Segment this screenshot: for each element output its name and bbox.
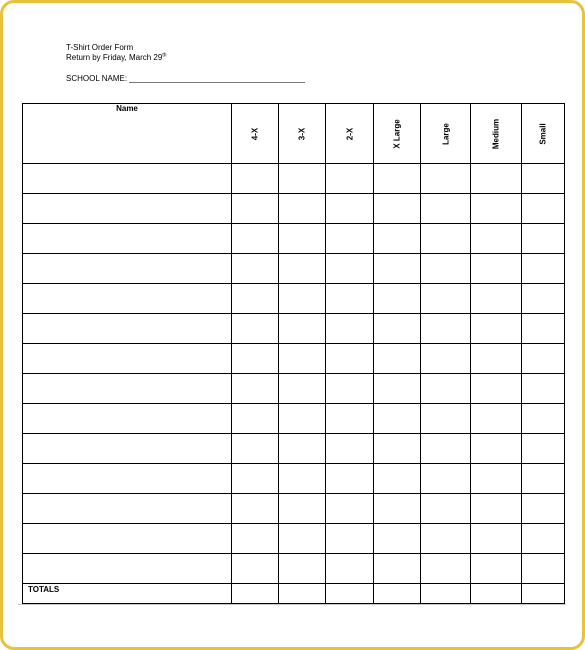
quantity-cell[interactable] xyxy=(471,554,522,584)
total-cell[interactable] xyxy=(326,584,374,604)
quantity-cell[interactable] xyxy=(326,314,374,344)
quantity-cell[interactable] xyxy=(279,464,326,494)
quantity-cell[interactable] xyxy=(232,404,279,434)
name-cell[interactable] xyxy=(23,494,232,524)
table-row xyxy=(23,434,565,464)
quantity-cell[interactable] xyxy=(326,284,374,314)
quantity-cell[interactable] xyxy=(374,164,421,194)
total-cell[interactable] xyxy=(421,584,471,604)
table-row xyxy=(23,374,565,404)
quantity-cell[interactable] xyxy=(421,404,471,434)
total-cell[interactable] xyxy=(374,584,421,604)
quantity-cell[interactable] xyxy=(374,314,421,344)
size-header xyxy=(374,104,421,164)
quantity-cell[interactable] xyxy=(522,344,565,374)
quantity-cell[interactable] xyxy=(374,194,421,224)
table-row xyxy=(23,194,565,224)
quantity-cell[interactable] xyxy=(232,494,279,524)
quantity-cell[interactable] xyxy=(522,164,565,194)
quantity-cell[interactable] xyxy=(279,404,326,434)
quantity-cell[interactable] xyxy=(522,374,565,404)
table-row xyxy=(23,464,565,494)
table-row xyxy=(23,404,565,434)
quantity-cell[interactable] xyxy=(522,194,565,224)
form-title: T-Shirt Order Form xyxy=(66,43,134,52)
size-header xyxy=(279,104,326,164)
name-cell[interactable] xyxy=(23,344,232,374)
return-text: Return by Friday, March 29 xyxy=(66,53,163,62)
quantity-cell[interactable] xyxy=(471,194,522,224)
quantity-cell[interactable] xyxy=(326,194,374,224)
quantity-cell[interactable] xyxy=(471,164,522,194)
table-row xyxy=(23,344,565,374)
quantity-cell[interactable] xyxy=(522,494,565,524)
quantity-cell[interactable] xyxy=(471,284,522,314)
school-name-label: SCHOOL NAME: xyxy=(66,74,128,83)
quantity-cell[interactable] xyxy=(279,344,326,374)
size-header xyxy=(471,104,522,164)
header-row xyxy=(23,104,565,164)
quantity-cell[interactable] xyxy=(232,164,279,194)
quantity-cell[interactable] xyxy=(374,224,421,254)
table-row xyxy=(23,554,565,584)
return-sup: th xyxy=(162,52,167,59)
quantity-cell[interactable] xyxy=(522,434,565,464)
quantity-cell[interactable] xyxy=(421,254,471,284)
quantity-cell[interactable] xyxy=(326,374,374,404)
return-date xyxy=(66,53,167,63)
quantity-cell[interactable] xyxy=(279,194,326,224)
quantity-cell[interactable] xyxy=(279,434,326,464)
quantity-cell[interactable] xyxy=(421,494,471,524)
quantity-cell[interactable] xyxy=(471,494,522,524)
name-cell[interactable] xyxy=(23,464,232,494)
name-cell[interactable] xyxy=(23,524,232,554)
table-row xyxy=(23,224,565,254)
quantity-cell[interactable] xyxy=(279,524,326,554)
size-large-label: Large xyxy=(441,122,450,145)
quantity-cell[interactable] xyxy=(374,434,421,464)
total-cell[interactable] xyxy=(471,584,522,604)
total-cell[interactable] xyxy=(232,584,279,604)
quantity-cell[interactable] xyxy=(471,524,522,554)
quantity-cell[interactable] xyxy=(326,224,374,254)
size-header xyxy=(232,104,279,164)
quantity-cell[interactable] xyxy=(471,344,522,374)
quantity-cell[interactable] xyxy=(421,314,471,344)
size-header xyxy=(522,104,565,164)
size-4x-label: 4-X xyxy=(250,127,260,140)
quantity-cell[interactable] xyxy=(326,554,374,584)
table-row xyxy=(23,524,565,554)
quantity-cell[interactable] xyxy=(421,284,471,314)
quantity-cell[interactable] xyxy=(374,254,421,284)
table-row xyxy=(23,254,565,284)
quantity-cell[interactable] xyxy=(279,374,326,404)
quantity-cell[interactable] xyxy=(326,464,374,494)
totals-row xyxy=(23,584,565,604)
quantity-cell[interactable] xyxy=(232,524,279,554)
quantity-cell[interactable] xyxy=(421,464,471,494)
quantity-cell[interactable] xyxy=(522,404,565,434)
name-cell[interactable] xyxy=(23,164,232,194)
quantity-cell[interactable] xyxy=(374,374,421,404)
quantity-cell[interactable] xyxy=(232,194,279,224)
quantity-cell[interactable] xyxy=(421,224,471,254)
quantity-cell[interactable] xyxy=(374,494,421,524)
name-cell[interactable] xyxy=(23,404,232,434)
quantity-cell[interactable] xyxy=(279,554,326,584)
table-row xyxy=(23,314,565,344)
size-2x-label: 2-X xyxy=(345,127,354,140)
quantity-cell[interactable] xyxy=(232,464,279,494)
quantity-cell[interactable] xyxy=(279,224,326,254)
name-header: Name xyxy=(23,104,232,164)
quantity-cell[interactable] xyxy=(522,554,565,584)
quantity-cell[interactable] xyxy=(374,284,421,314)
quantity-cell[interactable] xyxy=(232,284,279,314)
quantity-cell[interactable] xyxy=(522,284,565,314)
quantity-cell[interactable] xyxy=(471,434,522,464)
school-name-line[interactable] xyxy=(129,74,305,83)
name-cell[interactable] xyxy=(23,374,232,404)
quantity-cell[interactable] xyxy=(326,434,374,464)
quantity-cell[interactable] xyxy=(522,224,565,254)
quantity-cell[interactable] xyxy=(471,224,522,254)
quantity-cell[interactable] xyxy=(232,374,279,404)
size-header xyxy=(326,104,374,164)
quantity-cell[interactable] xyxy=(326,164,374,194)
quantity-cell[interactable] xyxy=(421,374,471,404)
quantity-cell[interactable] xyxy=(232,344,279,374)
quantity-cell[interactable] xyxy=(232,314,279,344)
order-table xyxy=(22,103,565,604)
quantity-cell[interactable] xyxy=(374,344,421,374)
quantity-cell[interactable] xyxy=(522,314,565,344)
quantity-cell[interactable] xyxy=(522,524,565,554)
table-row xyxy=(23,494,565,524)
total-cell[interactable] xyxy=(279,584,326,604)
quantity-cell[interactable] xyxy=(326,344,374,374)
quantity-cell[interactable] xyxy=(374,464,421,494)
size-small-label: Small xyxy=(538,122,548,145)
quantity-cell[interactable] xyxy=(421,344,471,374)
size-xlarge-label: X Large xyxy=(392,118,402,149)
totals-label: TOTALS xyxy=(23,584,232,604)
quantity-cell[interactable] xyxy=(326,254,374,284)
quantity-cell[interactable] xyxy=(421,164,471,194)
quantity-cell[interactable] xyxy=(374,524,421,554)
quantity-cell[interactable] xyxy=(279,164,326,194)
quantity-cell[interactable] xyxy=(232,554,279,584)
table-row xyxy=(23,284,565,314)
name-cell[interactable] xyxy=(23,284,232,314)
quantity-cell[interactable] xyxy=(471,314,522,344)
name-cell[interactable] xyxy=(23,314,232,344)
quantity-cell[interactable] xyxy=(232,434,279,464)
quantity-cell[interactable] xyxy=(421,434,471,464)
quantity-cell[interactable] xyxy=(471,254,522,284)
quantity-cell[interactable] xyxy=(522,254,565,284)
quantity-cell[interactable] xyxy=(421,524,471,554)
quantity-cell[interactable] xyxy=(326,494,374,524)
quantity-cell[interactable] xyxy=(471,464,522,494)
name-cell[interactable] xyxy=(23,254,232,284)
quantity-cell[interactable] xyxy=(471,374,522,404)
quantity-cell[interactable] xyxy=(522,464,565,494)
quantity-cell[interactable] xyxy=(232,254,279,284)
quantity-cell[interactable] xyxy=(279,494,326,524)
quantity-cell[interactable] xyxy=(326,404,374,434)
quantity-cell[interactable] xyxy=(279,284,326,314)
name-cell[interactable] xyxy=(23,224,232,254)
table-row xyxy=(23,164,565,194)
name-cell[interactable] xyxy=(23,194,232,224)
size-header xyxy=(421,104,471,164)
name-cell[interactable] xyxy=(23,434,232,464)
form-header xyxy=(66,43,167,63)
size-3x-label: 3-X xyxy=(297,127,307,140)
name-cell[interactable] xyxy=(23,554,232,584)
quantity-cell[interactable] xyxy=(326,524,374,554)
quantity-cell[interactable] xyxy=(232,224,279,254)
quantity-cell[interactable] xyxy=(421,194,471,224)
quantity-cell[interactable] xyxy=(279,314,326,344)
quantity-cell[interactable] xyxy=(471,404,522,434)
total-cell[interactable] xyxy=(522,584,565,604)
footer-divider xyxy=(18,604,566,605)
quantity-cell[interactable] xyxy=(421,554,471,584)
quantity-cell[interactable] xyxy=(374,404,421,434)
quantity-cell[interactable] xyxy=(374,554,421,584)
school-name-field[interactable] xyxy=(66,74,305,83)
quantity-cell[interactable] xyxy=(279,254,326,284)
order-body xyxy=(23,164,565,604)
size-medium-label: Medium xyxy=(491,118,501,149)
